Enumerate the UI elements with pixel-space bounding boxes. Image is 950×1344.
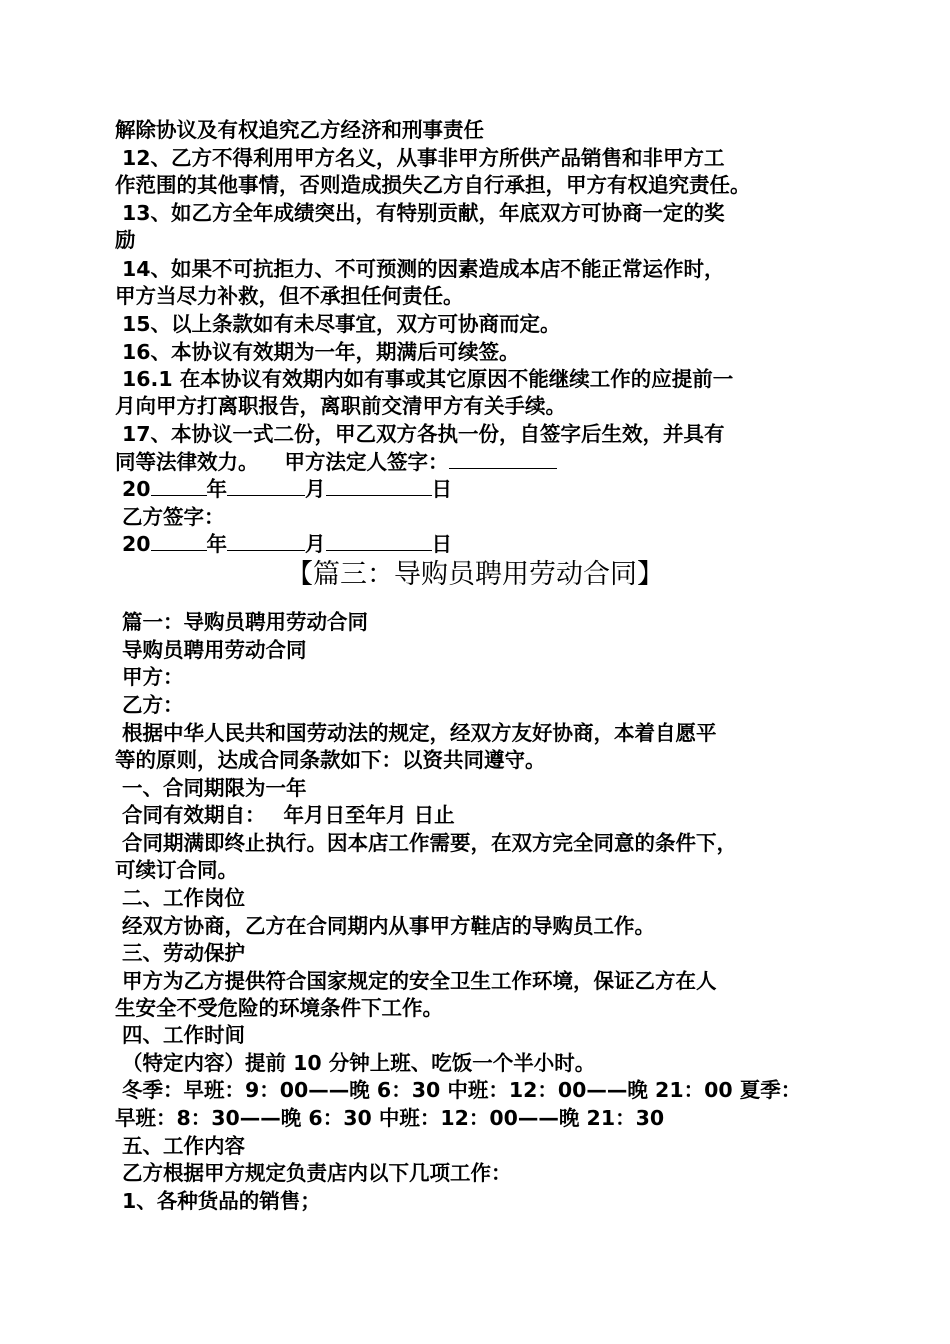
- text-line: 生安全不受危险的环境条件下工作。: [115, 996, 443, 1020]
- text-line: 16、本协议有效期为一年，期满后可续签。: [122, 340, 520, 364]
- text-line: 12、乙方不得利用甲方名义，从事非甲方所供产品销售和非甲方工: [122, 146, 725, 170]
- month-label: 月: [305, 477, 326, 501]
- text-line: 解除协议及有权追究乙方经济和刑事责任: [115, 118, 484, 142]
- text-line: 乙方根据甲方规定负责店内以下几项工作：: [122, 1161, 512, 1185]
- date-line: [122, 476, 452, 502]
- text-line: [122, 802, 455, 828]
- day-blank: [326, 477, 432, 496]
- text-line: 根据中华人民共和国劳动法的规定，经双方友好协商，本着自愿平: [122, 721, 717, 745]
- text-segment: 同等法律效力。: [115, 450, 259, 474]
- text-segment: 合同有效期自：: [122, 803, 266, 827]
- text-line: 可续订合同。: [115, 858, 238, 882]
- date-prefix: 20: [122, 477, 151, 501]
- text-line: 15、以上条款如有未尽事宜，双方可协商而定。: [122, 312, 561, 336]
- text-line: 早班：8：30——晚 6：30 中班：12：00——晚 21：30: [115, 1106, 665, 1130]
- text-line: 14、如果不可抗拒力、不可预测的因素造成本店不能正常运作时，: [122, 257, 725, 281]
- text-line: 甲方为乙方提供符合国家规定的安全卫生工作环境，保证乙方在人: [122, 969, 717, 993]
- clause-heading: 一、合同期限为一年: [122, 776, 307, 800]
- subsection-heading: 篇一：导购员聘用劳动合同: [122, 610, 368, 634]
- text-line: 13、如乙方全年成绩突出，有特别贡献，年底双方可协商一定的奖: [122, 201, 725, 225]
- clause-heading: 二、工作岗位: [122, 886, 245, 910]
- party-a-label: 甲方：: [122, 665, 184, 689]
- text-segment: 年月日至年月 日止: [283, 803, 455, 827]
- year-label: 年: [206, 532, 228, 556]
- text-line: 经双方协商，乙方在合同期内从事甲方鞋店的导购员工作。: [122, 914, 655, 938]
- clause-heading: 三、劳动保护: [122, 941, 245, 965]
- day-blank: [326, 532, 432, 551]
- signature-blank: [449, 450, 557, 469]
- day-label: 日: [431, 532, 453, 556]
- text-line: 16.1 在本协议有效期内如有事或其它原因不能继续工作的应提前一: [122, 367, 734, 391]
- date-line: [122, 531, 452, 557]
- year-label: 年: [206, 477, 228, 501]
- text-line: 17、本协议一式二份，甲乙双方各执一份，自签字后生效，并具有: [122, 422, 725, 446]
- signature-line-party-a: [115, 449, 557, 475]
- text-line: 1、各种货品的销售；: [122, 1189, 321, 1213]
- text-line: 冬季：早班：9：00——晚 6：30 中班：12：00——晚 21：00 夏季：: [122, 1078, 802, 1102]
- clause-heading: 五、工作内容: [122, 1134, 245, 1158]
- month-blank: [227, 477, 305, 496]
- text-line: 月向甲方打离职报告，离职前交清甲方有关手续。: [115, 394, 566, 418]
- text-line: （特定内容）提前 10 分钟上班、吃饭一个半小时。: [122, 1051, 596, 1075]
- text-line: 励: [115, 228, 136, 252]
- year-blank: [151, 532, 207, 551]
- day-label: 日: [431, 477, 453, 501]
- month-label: 月: [305, 532, 326, 556]
- month-blank: [227, 532, 305, 551]
- party-b-signature-label: 乙方签字：: [122, 505, 225, 529]
- clause-heading: 四、工作时间: [122, 1023, 245, 1047]
- year-blank: [151, 477, 207, 496]
- section-title: 【篇三：导购员聘用劳动合同】: [286, 559, 664, 590]
- text-line: 等的原则，达成合同条款如下：以资共同遵守。: [115, 748, 546, 772]
- text-line: 作范围的其他事情，否则造成损失乙方自行承担，甲方有权追究责任。: [115, 173, 751, 197]
- party-a-signature-label: 甲方法定人签字：: [284, 450, 449, 474]
- text-line: 甲方当尽力补救，但不承担任何责任。: [115, 284, 464, 308]
- contract-title: 导购员聘用劳动合同: [122, 638, 307, 662]
- text-line: 合同期满即终止执行。因本店工作需要，在双方完全同意的条件下，: [122, 831, 737, 855]
- party-b-label: 乙方：: [122, 693, 184, 717]
- date-prefix: 20: [122, 532, 151, 556]
